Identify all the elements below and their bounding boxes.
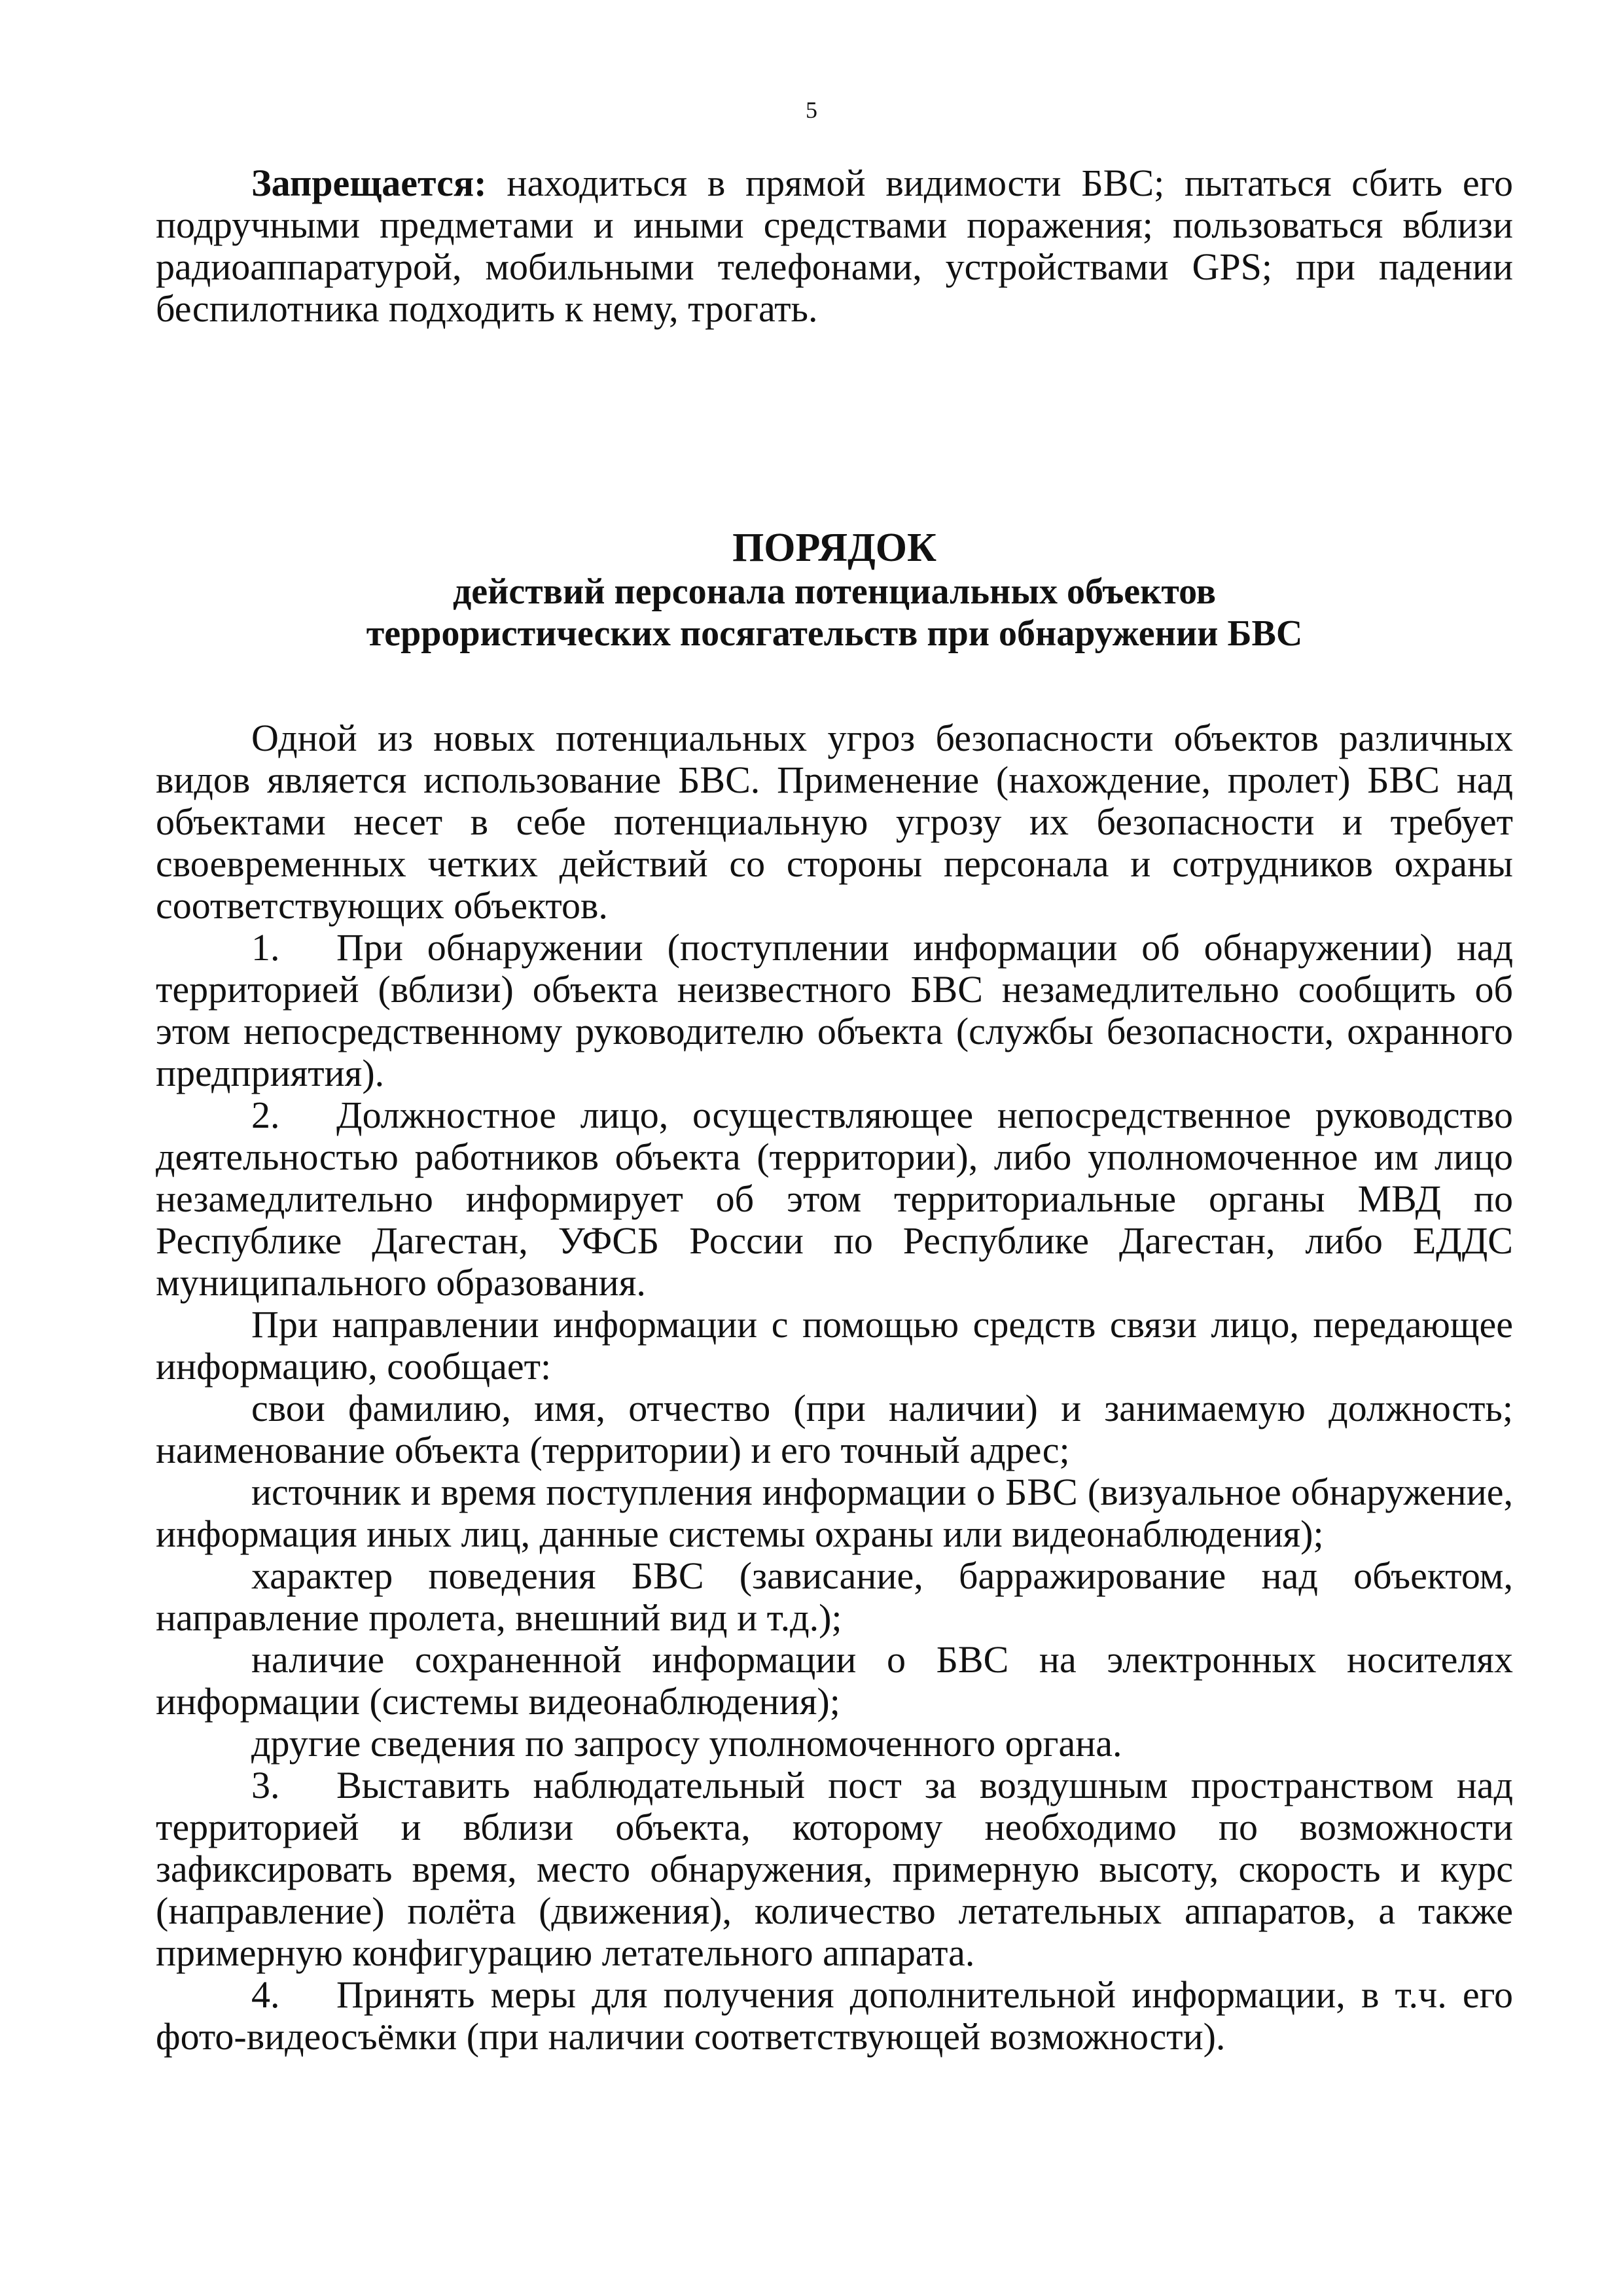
paragraph-report-behavior (156, 1555, 1513, 1639)
paragraph-item-1 (156, 927, 1513, 1094)
paragraph-text: свои фамилию, имя, отчество (при наличии) и занимаемую должность; наименование объекта (территории) и его точный адрес; (156, 1387, 1513, 1471)
item-number: 4. (251, 1973, 280, 2016)
paragraph-text: источник и время поступления информации о БВС (визуальное обнаружение, информация иных лиц, данные системы охраны или видеонаблюдения); (156, 1471, 1513, 1555)
paragraph-report-other (156, 1723, 1513, 1765)
main-body (156, 717, 1513, 2058)
paragraph-report-identity (156, 1388, 1513, 1471)
paragraph-text: Принять меры для получения дополнительной информации, в т.ч. его фото-видеосъёмки (при наличии соответствующей возможности). (156, 1973, 1513, 2058)
paragraph-text: Одной из новых потенциальных угроз безопасности объектов различных видов является использование БВС. Применение (нахождение, пролет) БВС над объектами несет в себе потенциальную угрозу их безопасности и требует своевременных четких действий со стороны персонала и сотрудников охраны соответствующих объектов. (156, 717, 1513, 927)
paragraph-text: другие сведения по запросу уполномоченного органа. (251, 1722, 1122, 1765)
document-subtitle-line-2: террористических посягательств при обнаружении БВС (366, 613, 1303, 654)
paragraph-text: наличие сохраненной информации о БВС на электронных носителях информации (системы видеонаблюдения); (156, 1638, 1513, 1723)
paragraph-report-recordings (156, 1639, 1513, 1723)
paragraph-item-3 (156, 1765, 1513, 1974)
item-number: 2. (251, 1094, 280, 1136)
prohibition-body: находиться в прямой видимости БВС; пытаться сбить его подручными предметами и иными средствами поражения; пользоваться вблизи радиоаппаратурой, мобильными телефонами, устройствами GPS; при падении беспилотника подходить к нему, трогать. (156, 162, 1513, 330)
paragraph-text: Должностное лицо, осуществляющее непосредственное руководство деятельностью работников объекта (территории), либо уполномоченное им лицо незамедлительно информирует об этом территориальные органы МВД по Республике Дагестан, УФСБ России по Республике Дагестан, либо ЕДДС муниципального образования. (156, 1094, 1513, 1304)
paragraph-text: характер поведения БВС (зависание, барражирование над объектом, направление пролета, внешний вид и т.д.); (156, 1554, 1513, 1639)
prohibition-text (156, 162, 1513, 330)
paragraph-text: При направлении информации с помощью средств связи лицо, передающее информацию, сообщает: (156, 1303, 1513, 1388)
paragraph-item-4 (156, 1974, 1513, 2058)
paragraph-report-source (156, 1471, 1513, 1555)
document-title: ПОРЯДОК (732, 526, 936, 570)
page-number: 5 (806, 97, 817, 123)
item-number: 3. (251, 1764, 280, 1806)
paragraph-text: При обнаружении (поступлении информации об обнаружении) над территорией (вблизи) объекта неизвестного БВС незамедлительно сообщить об этом непосредственному руководителю объекта (службы безопасности, охранного предприятия). (156, 926, 1513, 1094)
prohibition-paragraph (156, 162, 1513, 330)
prohibition-lead: Запрещается: (251, 162, 487, 204)
paragraph-item-2 (156, 1094, 1513, 1304)
paragraph-report-intro (156, 1304, 1513, 1388)
paragraph-intro (156, 717, 1513, 927)
document-subtitle-line-1: действий персонала потенциальных объектов (452, 571, 1217, 612)
paragraph-text: Выставить наблюдательный пост за воздушным пространством над территорией и вблизи объекта, которому необходимо по возможности зафиксировать время, место обнаружения, примерную высоту, скорость и курс (направление) полёта (движения), количество летательных аппаратов, а также примерную конфигурацию летательного аппарата. (156, 1764, 1513, 1974)
item-number: 1. (251, 926, 280, 969)
